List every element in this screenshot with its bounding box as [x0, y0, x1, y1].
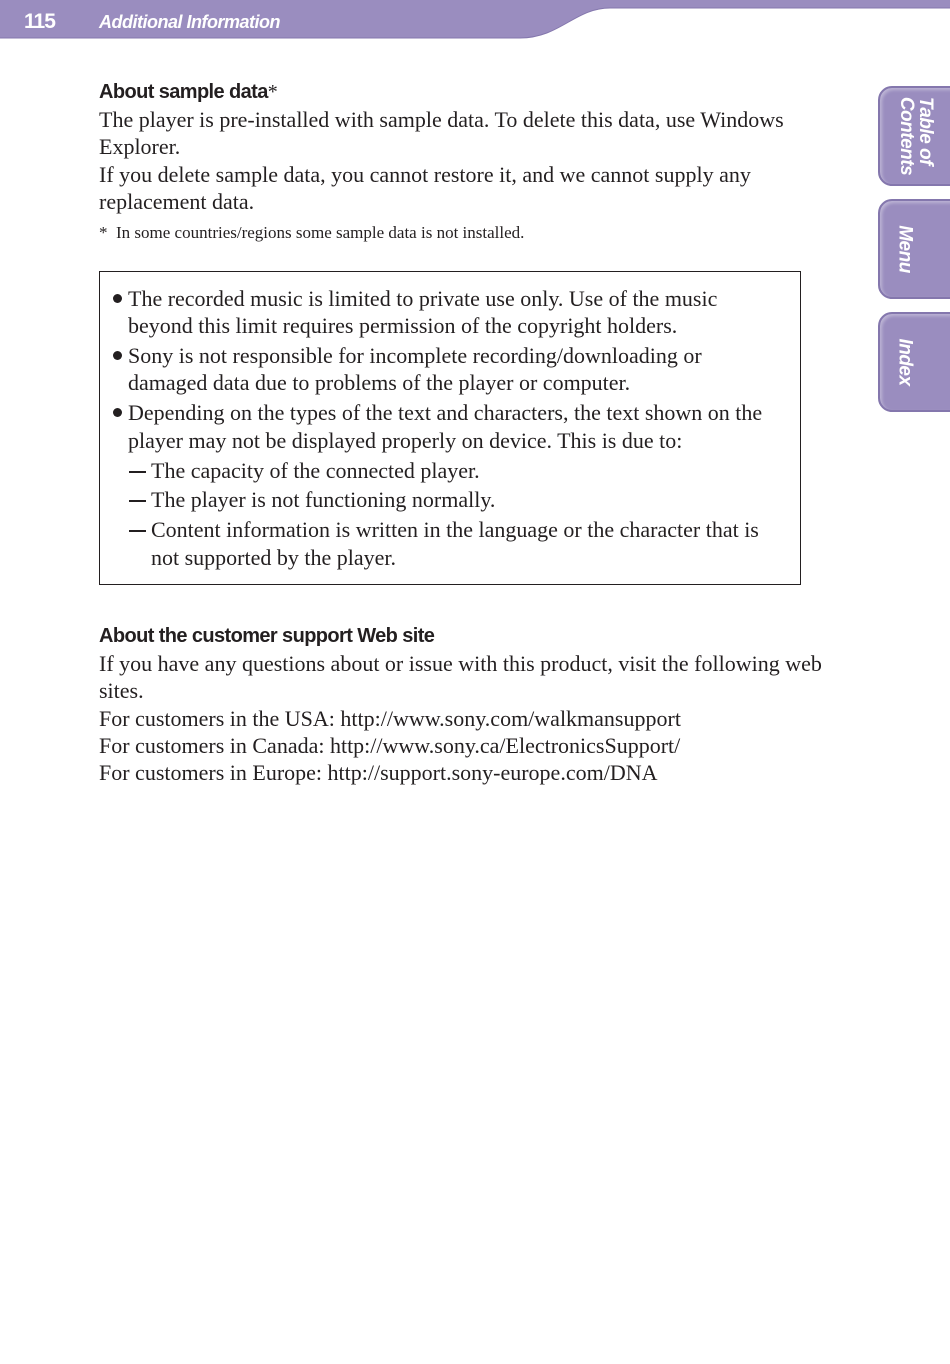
main-content: [99, 78, 829, 787]
notice-bullet: [112, 285, 786, 340]
sample-data-paragraph-2: If you delete sample data, you cannot restore it, and we cannot supply any replacement data.: [99, 161, 751, 215]
sample-data-heading-text: About sample data: [99, 81, 268, 103]
footnote-mark: *: [99, 222, 108, 242]
sample-data-paragraph-1: The player is pre-installed with sample data. To delete this data, use Windows Explorer.: [99, 107, 784, 160]
notice-bullet: [112, 399, 786, 454]
notice-sub-item-text: Content information is written in the language or the character that is not supported by the player.: [151, 517, 759, 570]
support-europe: For customers in Europe: http://support.sony-europe.com/DNA: [99, 760, 658, 786]
tab-table-of-contents-label: Table of Contents: [896, 96, 936, 176]
support-usa: For customers in the USA: http://www.sony.com/walkmansupport: [99, 705, 681, 731]
dash-icon: [128, 457, 151, 484]
footnote-text: In some countries/regions some sample data is not installed.: [116, 222, 525, 242]
page-number: 115: [24, 10, 55, 33]
notice-bullet-text: Depending on the types of the text and characters, the text shown on the player may not be displayed properly on device. This is due to:: [128, 400, 763, 453]
footnote: [99, 222, 829, 244]
notice-sub-item: [128, 486, 786, 513]
support-section: [99, 622, 829, 787]
support-intro: If you have any questions about or issue with this product, visit the following web sites.: [99, 650, 822, 704]
tab-table-of-contents[interactable]: [878, 86, 950, 186]
notice-sub-item-text: The player is not functioning normally.: [151, 487, 496, 513]
bullet-icon: [112, 342, 128, 397]
support-canada: For customers in Canada: http://www.sony.ca/ElectronicsSupport/: [99, 732, 681, 758]
tab-menu-label: Menu: [894, 225, 916, 273]
section-title: Additional Information: [99, 12, 280, 32]
dash-icon: [128, 516, 151, 571]
bullet-icon: [112, 285, 128, 340]
dash-icon: [128, 486, 151, 513]
sample-data-heading: [99, 78, 829, 106]
tab-menu[interactable]: [878, 199, 950, 299]
notice-sub-item: [128, 457, 786, 484]
notice-sub-item: [128, 516, 786, 571]
tab-index-label: Index: [894, 338, 916, 386]
notice-bullet-text: Sony is not responsible for incomplete recording/downloading or damaged data due to problems of the player or computer.: [128, 342, 702, 396]
notice-box: [99, 271, 801, 585]
footnote-marker: *: [267, 81, 278, 103]
notice-sub-item-text: The capacity of the connected player.: [151, 457, 480, 483]
tab-index[interactable]: [878, 312, 950, 412]
notice-bullet: [112, 342, 786, 397]
notice-bullet-text: The recorded music is limited to private use only. Use of the music beyond this limit requires permission of the copyright holders.: [128, 285, 718, 339]
bullet-icon: [112, 399, 128, 454]
support-heading: About the customer support Web site: [99, 624, 435, 647]
